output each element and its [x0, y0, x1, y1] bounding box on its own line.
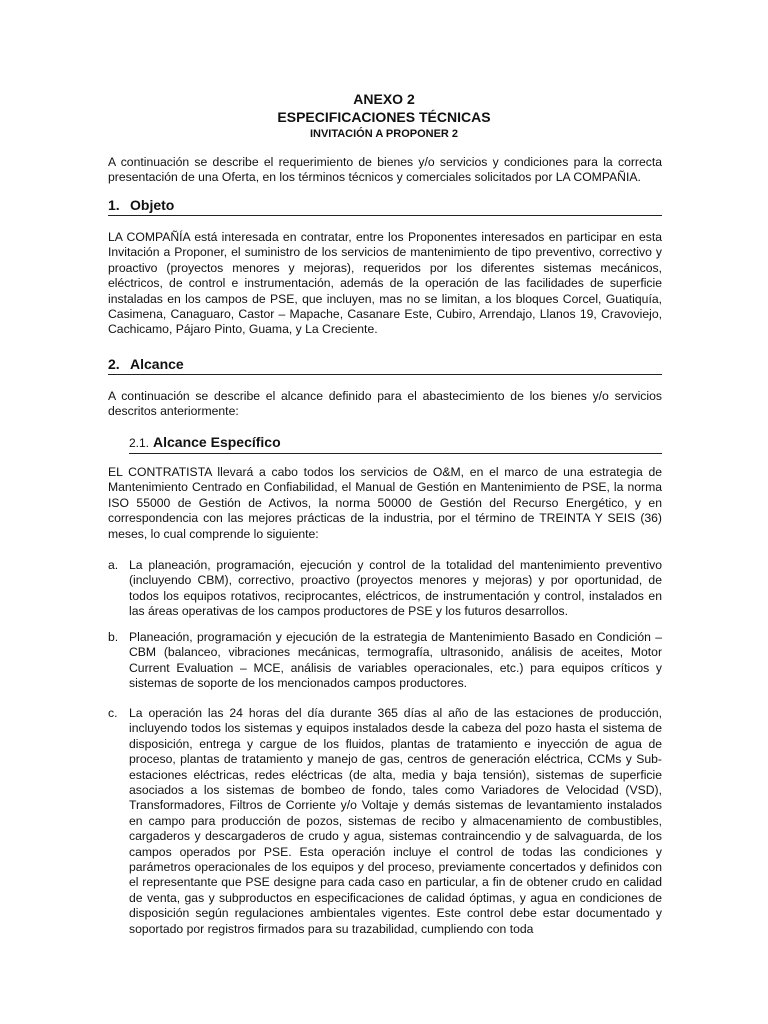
section-1-title: Objeto: [130, 197, 175, 213]
section-2-number: 2.: [108, 356, 120, 372]
section-2-title: Alcance: [130, 356, 184, 372]
section-2-1-heading: [129, 433, 662, 454]
list-item-text: Planeación, programación y ejecución de la estrategia de Mantenimiento Basado en Condición – CBM (balanceo, vibraciones mecánicas, termografía, ultrasonido, análisis de aceites, Motor Current Evaluation – MCE, análisis de variables operacionales, etc.) para equipos críticos y sistemas de soporte de los mencionados campos productores.: [129, 630, 662, 691]
section-2-heading: [108, 355, 662, 375]
section-2-1-title: Alcance Específico: [153, 434, 281, 450]
section-1-heading: [108, 196, 662, 216]
list-item-marker: b.: [108, 630, 119, 644]
document-subtitle: INVITACIÓN A PROPONER 2: [309, 128, 459, 140]
section-2-1-number: 2.1.: [129, 436, 150, 450]
intro-text: A continuación se describe el requerimiento de bienes y/o servicios y condiciones para la correcta presentación de una Oferta, en los términos técnicos y comerciales solicitados por LA COMPAÑIA.: [108, 155, 662, 185]
list-item-text: La planeación, programación, ejecución y control de la totalidad del mantenimiento preventivo (incluyendo CBM), correctivo, proactivo (proyectos menores y mejoras) y por oportunidad, de todos los equipos rotativos, reciprocantes, eléctricos, de instrumentación y control, instalados en las áreas operativas de los campos productores de PSE y los futuros desarrollos.: [129, 558, 662, 619]
section-2-text: A continuación se describe el alcance definido para el abastecimiento de los bienes y/o servicios descritos anteriormente:: [108, 389, 662, 419]
section-2-1-text: EL CONTRATISTA llevará a cabo todos los servicios de O&M, en el marco de una estrategia de Mantenimiento Centrado en Confiabilidad, el Manual de Gestión en Mantenimiento de PSE, la norma ISO 55000 de Gestión de Activos, la norma 50000 de Gestión del Recurso Energético, y en correspondencia con las mejores prácticas de la industria, por el término de TREINTA Y SEIS (36) meses, lo cual comprende lo siguiente:: [108, 465, 662, 541]
list-item-text: La operación las 24 horas del día durante 365 días al año de las estaciones de producción, incluyendo todos los sistemas y equipos instalados desde la cabeza del pozo hasta el sistema de disposición, entrega y cargue de los fluidos, plantas de tratamiento e inyección de agua de proceso, plantas de tratamiento y manejo de gas, centros de generación eléctrica, CCMs y Sub-estaciones eléctricas, redes eléctricas (de alta, media y baja tensión), sistemas de superficie asociados a los sistemas de bombeo de fondo, tales como Variadores de Velocidad (VSD), Transformadores, Filtros de Corriente y/o Voltaje y demás sistemas de levantamiento instalados en campo para producción de pozos, sistemas de recibo y almacenamiento de combustibles, cargaderos y descargaderos de crudo y agua, sistemas contraincendio y de salvaguarda, de los campos operados por PSE. Esta operación incluye el control de todas las condiciones y parámetros operacionales de los equipos y del proceso, previamente concertados y definidos con el representante que PSE designe para cada caso en particular, a fin de obtener crudo en calidad de venta, gas y subproductos en especificaciones de calidad óptimas, y agua en condiciones de disposición según regulaciones ambientales vigentes. Este control debe estar documentado y soportado por registros firmados para su trazabilidad, cumpliendo con toda: [129, 706, 662, 936]
document-header: [0, 90, 768, 141]
intro-paragraph: [108, 155, 662, 186]
section-2-1-body: [108, 465, 662, 542]
section-2-body: [108, 389, 662, 420]
list-item: [108, 558, 662, 620]
list-item-marker: a.: [108, 558, 119, 572]
section-1-text: LA COMPAÑÍA está interesada en contratar, entre los Proponentes interesados en participar en esta Invitación a Proponer, el suministro de los servicios de mantenimiento de tipo preventivo, correctivo y proactivo (proyectos menores y mejoras), requeridos por los diferentes sistemas mecánicos, eléctricos, de control e instrumentación, además de la operación de las facilidades de superficie instaladas en los campos de PSE, que incluyen, mas no se limitan, a los bloques Corcel, Guatiquía, Casimena, Canaguaro, Castor – Mapache, Casanare Este, Cubiro, Arrendajo, Llanos 19, Cravoviejo, Cachicamo, Pájaro Pinto, Guama, y La Creciente.: [108, 230, 662, 337]
annex-title: ANEXO 2: [353, 91, 415, 107]
list-item-marker: c.: [108, 706, 118, 720]
document-title: ESPECIFICACIONES TÉCNICAS: [277, 109, 491, 125]
section-1-number: 1.: [108, 197, 120, 213]
section-1-body: [108, 230, 662, 338]
list-item: [108, 630, 662, 692]
list-item: [108, 706, 662, 937]
